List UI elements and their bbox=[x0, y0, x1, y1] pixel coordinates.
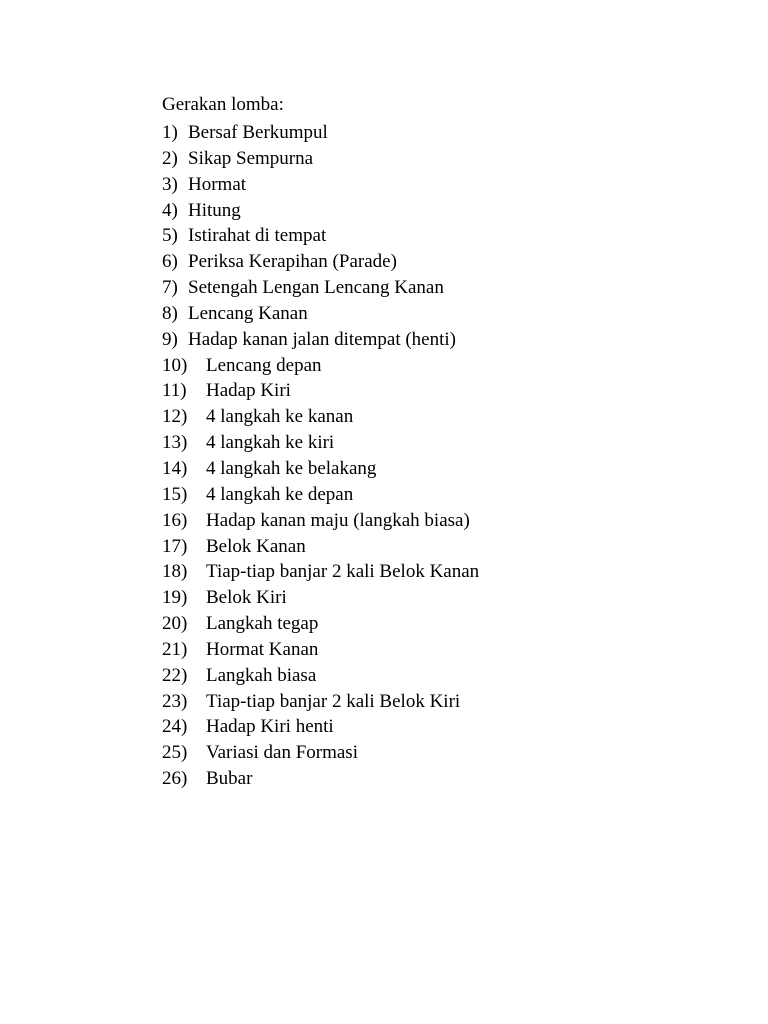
movement-list bbox=[162, 120, 722, 792]
list-item-text: Istirahat di tempat bbox=[188, 225, 327, 247]
list-item-text: Belok Kanan bbox=[206, 535, 306, 557]
list-item-number: 20) bbox=[162, 613, 188, 635]
list-item bbox=[162, 249, 722, 275]
document-page bbox=[162, 92, 722, 792]
list-item bbox=[162, 172, 722, 198]
list-item-number: 13) bbox=[162, 432, 188, 454]
list-item-text: Hadap kanan jalan ditempat (henti) bbox=[188, 328, 457, 350]
list-item-text: Tiap-tiap banjar 2 kali Belok Kanan bbox=[206, 561, 480, 583]
list-item bbox=[162, 327, 722, 353]
list-item-number: 19) bbox=[162, 587, 188, 609]
list-item-number: 12) bbox=[162, 406, 188, 428]
list-item-number: 6) bbox=[162, 251, 178, 273]
list-item bbox=[162, 198, 722, 224]
list-item-text: Tiap-tiap banjar 2 kali Belok Kiri bbox=[206, 690, 461, 712]
list-item-text: Belok Kiri bbox=[206, 587, 287, 609]
list-item-number: 26) bbox=[162, 768, 188, 790]
list-item bbox=[162, 223, 722, 249]
list-item-number: 17) bbox=[162, 535, 188, 557]
list-item-text: Variasi dan Formasi bbox=[206, 742, 358, 764]
list-item bbox=[162, 301, 722, 327]
list-item bbox=[162, 456, 722, 482]
list-item-text: Hadap kanan maju (langkah biasa) bbox=[206, 509, 470, 531]
list-item bbox=[162, 663, 722, 689]
list-item-text: Bersaf Berkumpul bbox=[188, 122, 328, 143]
list-item-text: Hormat Kanan bbox=[206, 638, 319, 660]
list-item bbox=[162, 120, 722, 146]
list-item-number: 14) bbox=[162, 457, 188, 479]
list-item bbox=[162, 637, 722, 663]
list-item bbox=[162, 611, 722, 637]
list-item bbox=[162, 146, 722, 172]
list-item-number: 10) bbox=[162, 354, 188, 376]
list-item bbox=[162, 378, 722, 404]
list-item-text: Bubar bbox=[206, 768, 253, 790]
list-item-number: 2) bbox=[162, 147, 178, 169]
list-item bbox=[162, 766, 722, 792]
list-item-number: 15) bbox=[162, 483, 188, 505]
list-item-number: 9) bbox=[162, 328, 178, 350]
list-item-number: 18) bbox=[162, 561, 188, 583]
list-item-text: Periksa Kerapihan (Parade) bbox=[188, 251, 397, 273]
list-item-number: 21) bbox=[162, 638, 188, 660]
list-item-text: 4 langkah ke depan bbox=[206, 483, 354, 505]
list-item-number: 8) bbox=[162, 302, 178, 324]
list-item bbox=[162, 534, 722, 560]
list-item-text: Langkah biasa bbox=[206, 664, 317, 686]
list-item bbox=[162, 559, 722, 585]
list-item bbox=[162, 689, 722, 715]
list-item bbox=[162, 353, 722, 379]
list-item-text: Hadap Kiri henti bbox=[206, 716, 334, 738]
list-item-number: 1) bbox=[162, 122, 178, 143]
list-item-number: 23) bbox=[162, 690, 188, 712]
list-item bbox=[162, 508, 722, 534]
list-item-number: 24) bbox=[162, 716, 188, 738]
list-item-text: 4 langkah ke kiri bbox=[206, 432, 335, 454]
list-item bbox=[162, 482, 722, 508]
list-item bbox=[162, 275, 722, 301]
list-item-number: 3) bbox=[162, 173, 178, 195]
list-item-text: Hormat bbox=[188, 173, 247, 195]
list-item bbox=[162, 740, 722, 766]
list-item bbox=[162, 404, 722, 430]
list-item-text: Langkah tegap bbox=[206, 613, 319, 635]
list-item-number: 22) bbox=[162, 664, 188, 686]
list-item-number: 5) bbox=[162, 225, 178, 247]
list-item-number: 4) bbox=[162, 199, 178, 221]
list-item-text: Lencang Kanan bbox=[188, 302, 308, 324]
list-item-text: Setengah Lengan Lencang Kanan bbox=[188, 277, 444, 299]
list-item bbox=[162, 430, 722, 456]
list-item-text: 4 langkah ke belakang bbox=[206, 457, 377, 479]
list-item-text: 4 langkah ke kanan bbox=[206, 406, 354, 428]
list-item bbox=[162, 585, 722, 611]
list-item-text: Lencang depan bbox=[206, 354, 322, 376]
list-item-text: Sikap Sempurna bbox=[188, 147, 314, 169]
list-item-number: 11) bbox=[162, 380, 187, 402]
list-item bbox=[162, 714, 722, 740]
list-item-number: 16) bbox=[162, 509, 188, 531]
list-item-number: 25) bbox=[162, 742, 188, 764]
list-item-text: Hitung bbox=[188, 199, 241, 221]
list-item-number: 7) bbox=[162, 277, 178, 299]
document-heading: Gerakan lomba: bbox=[162, 94, 284, 115]
list-item-text: Hadap Kiri bbox=[206, 380, 291, 402]
